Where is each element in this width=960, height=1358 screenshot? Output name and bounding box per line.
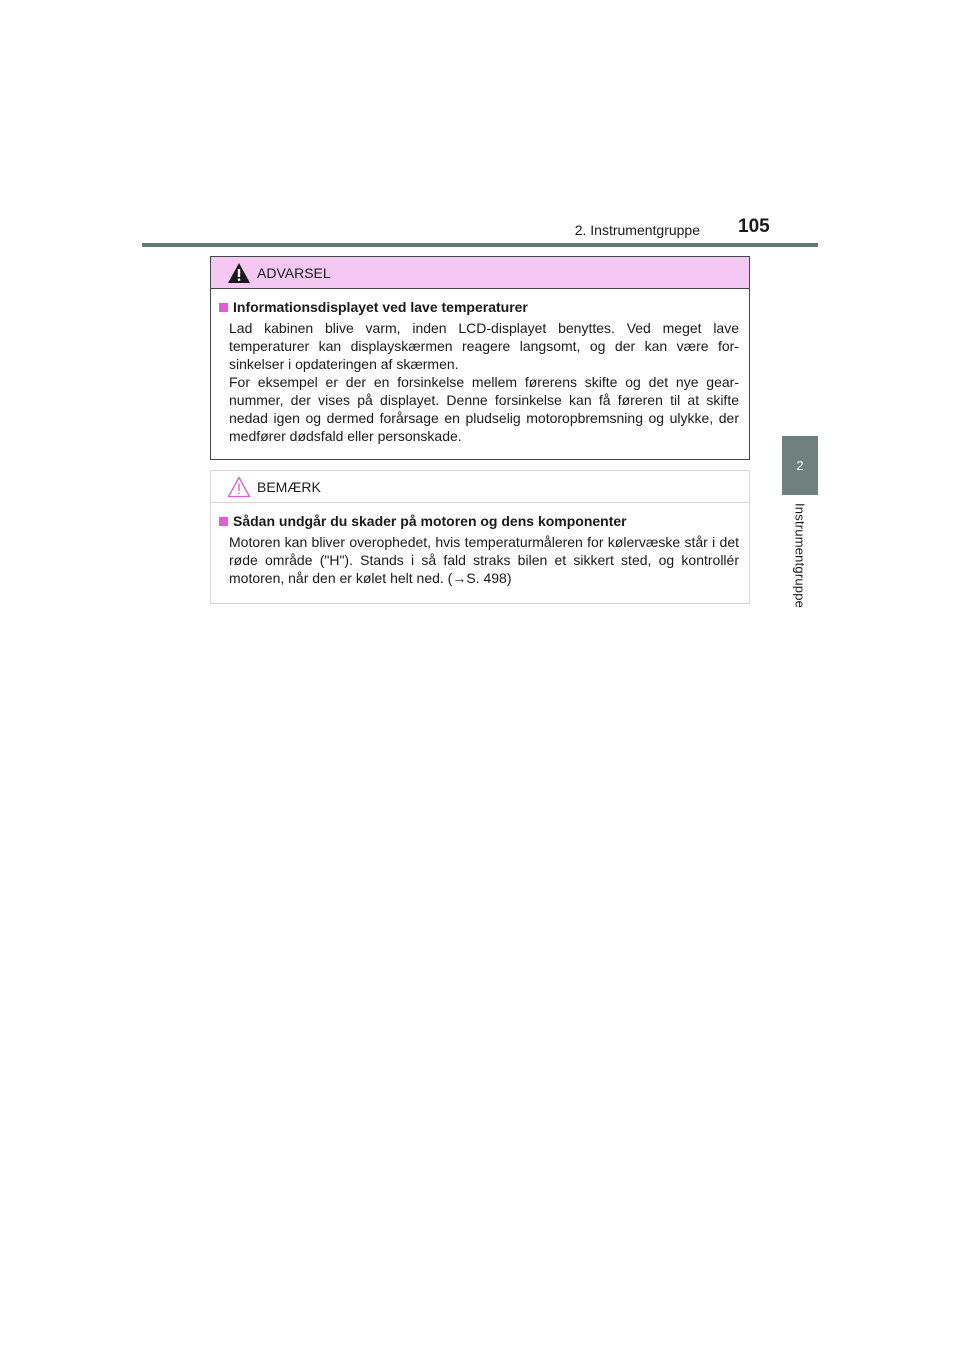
warning-body: [211, 289, 749, 445]
chapter-number: 2: [796, 458, 804, 473]
warning-label: ADVARSEL: [257, 264, 331, 281]
warning-heading: [219, 299, 739, 315]
notice-label: BEMÆRK: [257, 478, 321, 495]
bullet-square: [219, 303, 228, 312]
warning-text: [229, 319, 739, 445]
section-title: 2. Instrumentgruppe: [574, 222, 700, 238]
chapter-label: [782, 503, 818, 623]
notice-header: [211, 471, 749, 503]
warning-triangle-filled-icon: [227, 262, 251, 284]
notice-heading-text: Sådan undgår du skader på motoren og dens komponenter: [233, 513, 627, 529]
bullet-square: [219, 517, 228, 526]
notice-box: [210, 470, 750, 604]
notice-heading: [219, 513, 739, 529]
notice-text: [229, 533, 739, 587]
warning-paragraph-2: For eksempel er der en forsinkelse mellem førerens skifte og det nye gear-nummer, der vises på displayet. Denne forsinkelse kan få føreren til at skifte nedad igen og dermed forårsage en pludselig motoropbremsning og ulykke, der medfører dødsfald eller personskade.: [229, 374, 739, 444]
warning-header: [211, 257, 749, 289]
chapter-label-text: Instrumentgruppe: [792, 503, 808, 609]
header-rule: [142, 243, 818, 247]
notice-paragraph-1: Motoren kan bliver overophedet, hvis temperaturmåleren for kølervæske står i det røde område ("H"). Stands i så fald straks bilen et sikkert sted, og kontrollér motoren, når den er kølet helt ned. (→S. 498): [229, 534, 739, 586]
warning-paragraph-1: Lad kabinen blive varm, inden LCD-displayet benyttes. Ved meget lave temperaturer kan displayskærmen reagere langsomt, og der kan være for-sinkelser i opdateringen af skærmen.: [229, 320, 739, 372]
page-number: 105: [738, 216, 770, 237]
warning-heading-text: Informationsdisplayet ved lave temperaturer: [233, 299, 528, 315]
chapter-tab: [782, 436, 818, 495]
notice-body: [211, 503, 749, 587]
warning-box: [210, 256, 750, 460]
caution-triangle-outline-icon: [227, 476, 251, 498]
